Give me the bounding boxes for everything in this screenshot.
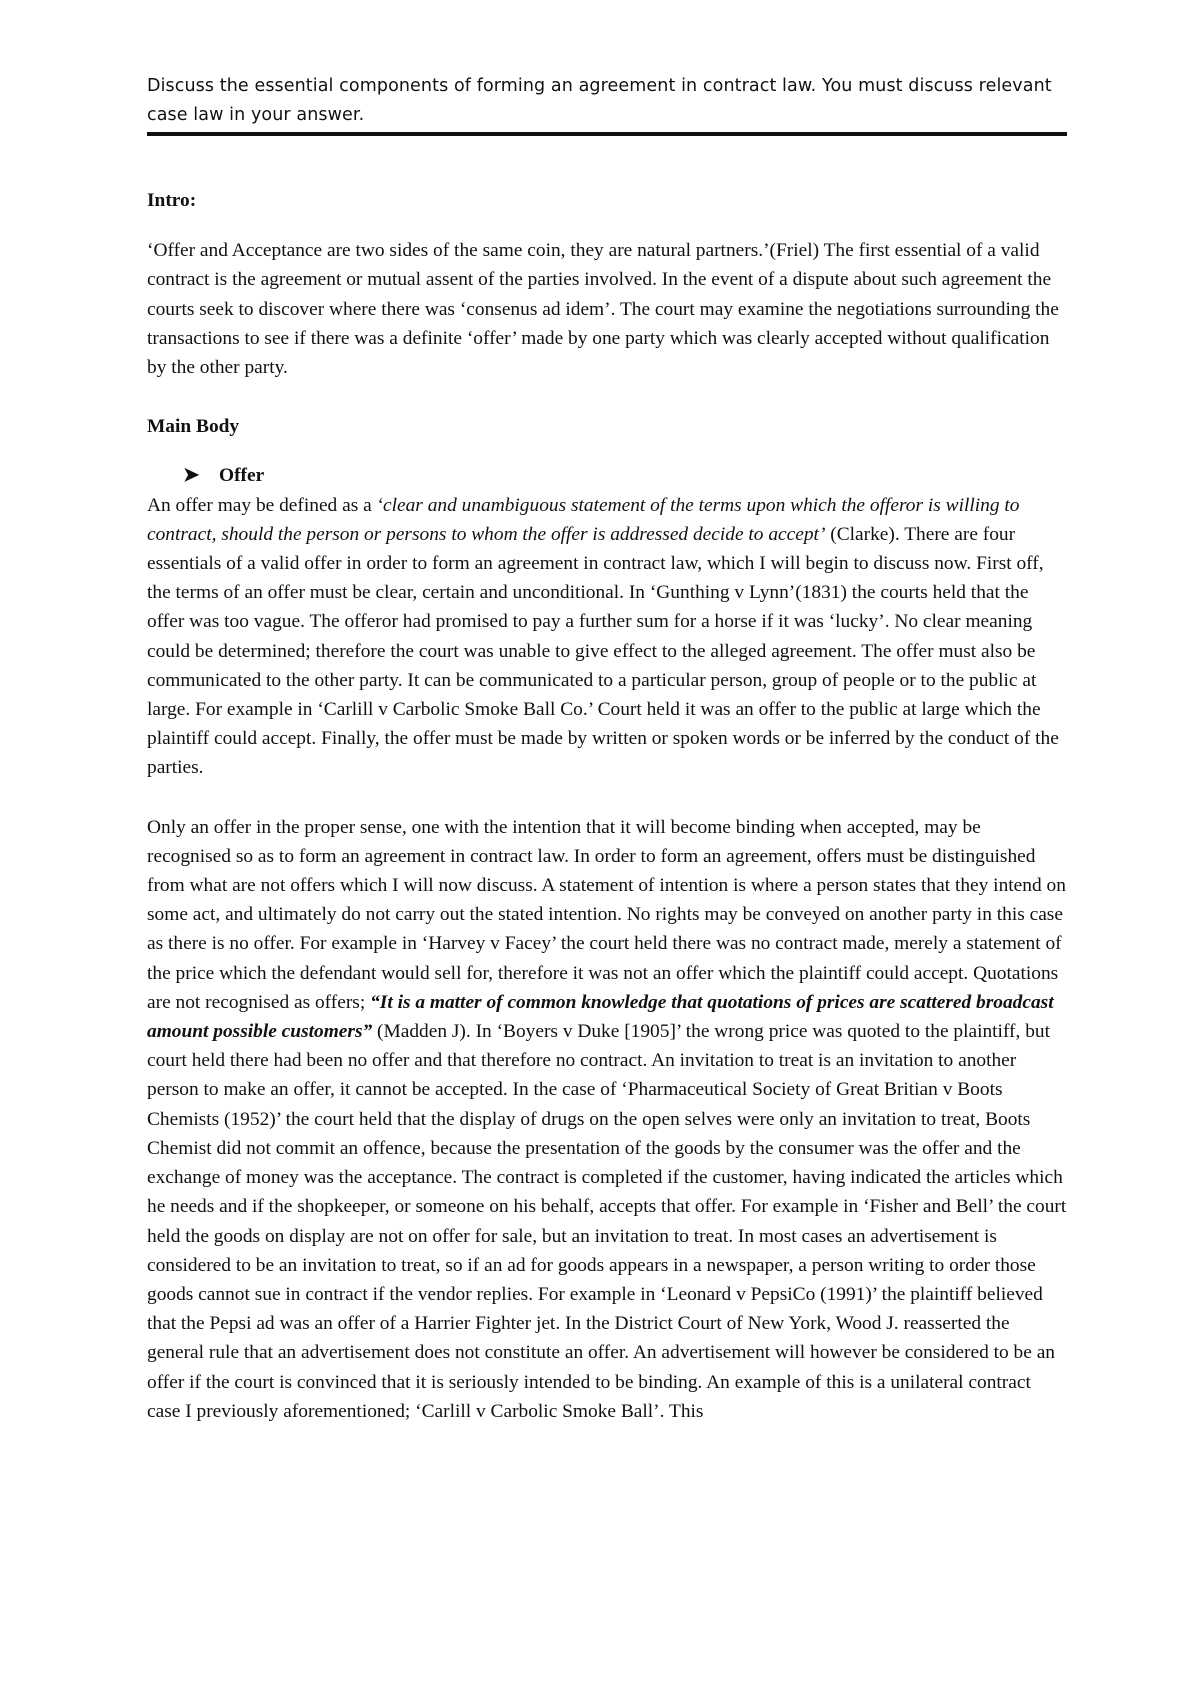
offer-paragraph-rest: (Clarke). There are four essentials of a valid offer in order to form an agreement in contract law, which I will begin to discuss now. First off, the terms of an offer must be clear, certain and unconditional. In ‘Gunthing v Lynn’(1831) the courts held that the offer was too vague. The offeror had promised to pay a further sum for a horse if it was ‘lucky’. No clear meaning could be determined; therefore the court was unable to give effect to the alleged agreement. The offer must also be communicated to the other party. It can be communicated to a particular person, group of people or to the public at large. For example in ‘Carlill v Carbolic Smoke Ball Co.’ Court held it was an offer to the public at large which the plaintiff could accept. Finally, the offer must be made by written or spoken words or be inferred by the conduct of the parties. (147, 523, 1059, 779)
intro-heading: Intro: (147, 190, 197, 211)
offer-bullet-label: Offer (219, 465, 265, 487)
spacer (147, 215, 1067, 236)
offer-paragraph-lead: An offer may be defined as a (147, 494, 377, 516)
spacer (147, 382, 1067, 412)
intro-paragraph: ‘Offer and Acceptance are two sides of the same coin, they are natural partners.’(Friel) The first essential of a valid contract is the agreement or mutual assent of the parties involved. In the event of a dispute about such agreement the courts seek to discover where there was ‘consenus ad idem’. The court may examine the negotiations surrounding the transactions to see if there was a definite ‘offer’ made by one party which was clearly accepted without qualification by the other party. (147, 240, 1059, 379)
non-offers-paragraph (147, 813, 1067, 1426)
clarke-definition-quote: ‘clear and unambiguous statement of the terms upon which the offeror is willing to contract, should the person or persons to whom the offer is addressed decide to accept’ (147, 494, 1020, 545)
offer-bullet (147, 461, 1067, 490)
spacer (147, 441, 1067, 461)
spacer (147, 783, 1067, 813)
question-header: Discuss the essential components of forming an agreement in contract law. You must discuss relevant case law in your answer. (147, 76, 1052, 125)
non-offers-paragraph-lead: Only an offer in the proper sense, one with the intention that it will become binding when accepted, may be recognised so as to form an agreement in contract law. In order to form an agreement, offers must be distinguished from what are not offers which I will now discuss. A statement of intention is where a person states that they intend on some act, and ultimately do not carry out the stated intention. No rights may be conveyed on another party in this case as there is no offer. For example in ‘Harvey v Facey’ the court held there was no contract made, merely a statement of the price which the defendant would sell for, therefore it was not an offer which the plaintiff could accept. Quotations are not recognised as offers; (147, 816, 1066, 1013)
essay-body (147, 186, 1067, 1426)
non-offers-paragraph-rest: (Madden J). In ‘Boyers v Duke [1905]’ the wrong price was quoted to the plaintiff, but court held there had been no offer and that therefore no contract. An invitation to treat is an invitation to another person to make an offer, it cannot be accepted. In the case of ‘Pharmaceutical Society of Great Britian v Boots Chemists (1952)’ the court held that the display of drugs on the open selves were only an invitation to treat, Boots Chemist did not commit an offence, because the presentation of the goods by the consumer was the offer and the exchange of money was the acceptance. The contract is completed if the customer, having indicated the articles which he needs and if the shopkeeper, or someone on his behalf, accepts that offer. For example in ‘Fisher and Bell’ the court held the goods on display are not on offer for sale, but an invitation to treat. In most cases an advertisement is considered to be an invitation to treat, so if an ad for goods appears in a newspaper, a person writing to order those goods cannot sue in contract if the vendor replies. For example in ‘Leonard v PepsiCo (1991)’ the plaintiff believed that the Pepsi ad was an offer of a Harrier Fighter jet. In the District Court of New York, Wood J. reasserted the general rule that an advertisement does not constitute an offer. An advertisement will however be considered to be an offer if the court is convinced that it is seriously intended to be binding. An example of this is a unilateral contract case I previously aforementioned; ‘Carlill v Carbolic Smoke Ball’. This (147, 1021, 1067, 1422)
madden-quote: “It is a matter of common knowledge that quotations of prices are scattered broadcast amount possible customers” (147, 991, 1054, 1043)
main-body-heading: Main Body (147, 416, 240, 438)
header-divider (147, 132, 1067, 136)
arrowhead-bullet-icon: ➤ (183, 465, 200, 487)
offer-paragraph (147, 491, 1067, 783)
